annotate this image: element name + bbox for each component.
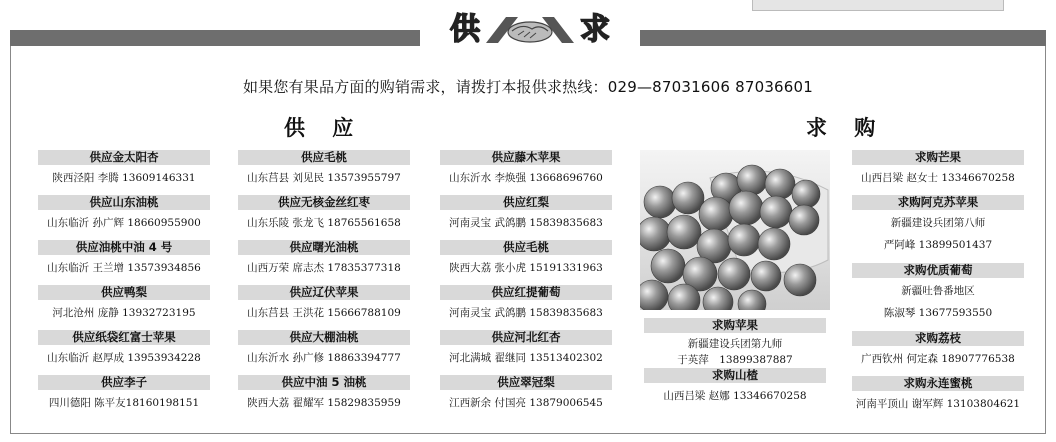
item-contact: 江西新余 付国亮 13879006545: [449, 397, 603, 409]
list-item: [234, 285, 414, 330]
item-contact: 陕西泾阳 李腾 13609146331: [52, 172, 196, 184]
list-item: [436, 285, 616, 330]
list-item: [848, 331, 1028, 376]
item-contact-line: 严阿峰 13899501437: [883, 239, 993, 251]
item-title: 供应金太阳杏: [38, 150, 210, 165]
list-item: [436, 240, 616, 285]
item-contact-line: 新疆建设兵团第八师: [890, 217, 986, 229]
item-title: 供应中油 5 油桃: [238, 375, 410, 390]
item-contact: 山东沂水 李焕强 13668696760: [449, 172, 603, 184]
list-item: [34, 285, 214, 330]
banner-char-supply: 供: [450, 12, 480, 47]
list-item: [640, 318, 830, 368]
item-title: 求购荔枝: [852, 331, 1024, 346]
item-contact-line: 新疆建设兵团第九师: [687, 338, 783, 350]
list-item: [436, 195, 616, 240]
item-contact-line: 新疆吐鲁番地区: [901, 285, 975, 297]
item-title: 供应山东油桃: [38, 195, 210, 210]
item-title: 求购阿克苏苹果: [852, 195, 1024, 210]
item-title: 供应红梨: [440, 195, 612, 210]
list-item: [640, 368, 830, 413]
handshake-icon: [484, 15, 576, 45]
item-contact: 山东莒县 王洪花 15666788109: [247, 307, 401, 319]
demand-column-right: [848, 150, 1028, 421]
item-contact: 四川德阳 陈平友18160198151: [48, 397, 200, 409]
item-contact: 山西万荣 席志杰 17835377318: [247, 262, 401, 274]
list-item: [34, 240, 214, 285]
fruit-bowl-photo: [640, 150, 830, 310]
item-title: 供应毛桃: [440, 240, 612, 255]
demand-column-middle: [640, 318, 830, 413]
item-title: 供应翠冠梨: [440, 375, 612, 390]
item-contact: 河北沧州 庞静 13932723195: [52, 307, 196, 319]
list-item: [234, 195, 414, 240]
list-item: [234, 375, 414, 420]
item-contact: 陕西大荔 翟耀军 15829835959: [247, 397, 401, 409]
banner-char-demand: 求: [580, 12, 610, 47]
item-contact-line: 陈淑琴 13677593550: [883, 307, 993, 319]
item-contact: 河南灵宝 武鸽鹏 15839835683: [449, 307, 603, 319]
item-title: 供应大棚油桃: [238, 330, 410, 345]
list-item: [34, 150, 214, 195]
list-item: [34, 195, 214, 240]
fruit-bowl-image: [640, 150, 830, 310]
item-title: 供应河北红杏: [440, 330, 612, 345]
item-title: 供应纸袋红富士苹果: [38, 330, 210, 345]
list-item: [234, 150, 414, 195]
item-title: 供应油桃中油 4 号: [38, 240, 210, 255]
item-title: 供应红提葡萄: [440, 285, 612, 300]
item-contact-line: 山西吕梁 赵娜 13346670258: [663, 390, 807, 402]
list-item: [848, 263, 1028, 331]
item-contact-line: 广西钦州 何定森 18907776538: [861, 353, 1015, 365]
item-title: 求购苹果: [644, 318, 826, 333]
item-contact: 山东沂水 孙广修 18863394777: [247, 352, 401, 364]
item-contact-line: 于英萍 13899387887: [677, 354, 793, 366]
item-contact: 陕西大荔 张小虎 15191331963: [449, 262, 603, 274]
supply-heading: 供 应: [284, 116, 364, 140]
item-contact-line: 河南平顶山 谢军辉 13103804621: [855, 398, 1021, 410]
item-contact: 山东莒县 刘见民 13573955797: [247, 172, 401, 184]
item-contact: 河北满城 翟继同 13513402302: [449, 352, 603, 364]
item-contact: 山东临沂 赵厚成 13953934228: [47, 352, 201, 364]
supply-column-2: [234, 150, 414, 420]
list-item: [436, 330, 616, 375]
item-title: 求购永连蜜桃: [852, 376, 1024, 391]
list-item: [436, 150, 616, 195]
demand-heading: 求 购: [806, 116, 886, 140]
item-title: 供应毛桃: [238, 150, 410, 165]
list-item: [234, 240, 414, 285]
supply-column-1: [34, 150, 214, 420]
list-item: [848, 150, 1028, 195]
list-item: [848, 376, 1028, 421]
item-title: 供应辽伏苹果: [238, 285, 410, 300]
item-title: 供应藤木苹果: [440, 150, 612, 165]
item-contact: 山东临沂 孙广辉 18660955900: [47, 217, 201, 229]
item-contact: 山东临沂 王兰增 13573934856: [47, 262, 201, 274]
list-item: [34, 330, 214, 375]
item-title: 求购优质葡萄: [852, 263, 1024, 278]
item-title: 供应曙光油桃: [238, 240, 410, 255]
item-contact-line: 山西吕梁 赵女士 13346670258: [861, 172, 1015, 184]
item-title: 供应李子: [38, 375, 210, 390]
item-title: 求购山楂: [644, 368, 826, 383]
list-item: [436, 375, 616, 420]
item-title: 求购芒果: [852, 150, 1024, 165]
supply-column-3: [436, 150, 616, 420]
hotline-text: 如果您有果品方面的购销需求，请拨打本报供求热线：029—87031606 87036601: [242, 78, 814, 96]
list-item: [848, 195, 1028, 263]
item-title: 供应无核金丝红枣: [238, 195, 410, 210]
item-contact: 山东乐陵 张龙飞 18765561658: [247, 217, 401, 229]
item-contact: 河南灵宝 武鸽鹏 15839835683: [449, 217, 603, 229]
banner-title: [420, 12, 640, 48]
item-title: 供应鸭梨: [38, 285, 210, 300]
list-item: [34, 375, 214, 420]
top-corner-box: [752, 0, 1004, 11]
list-item: [234, 330, 414, 375]
